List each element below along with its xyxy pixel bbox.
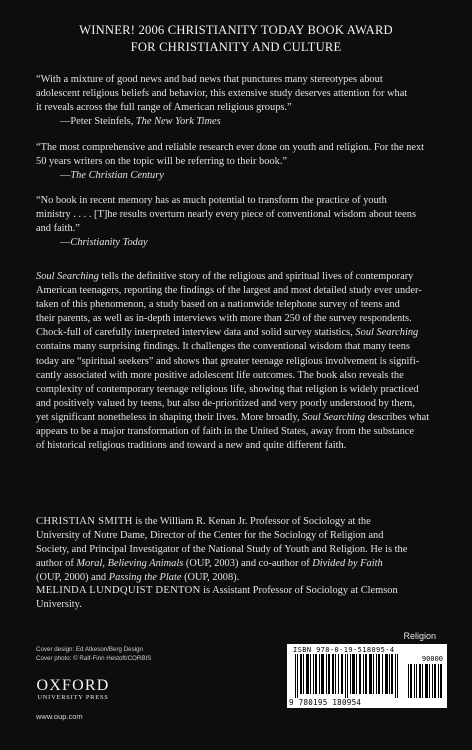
review-quote-1 (36, 73, 446, 129)
author-bio-denton: MELINDA LUNDQUIST DENTON is Assistant Professor of Sociology at Clemson University. (36, 585, 398, 611)
quote-attribution: —Peter Steinfels, The New York Times (60, 116, 221, 127)
author-name: MELINDA LUNDQUIST DENTON (36, 585, 201, 596)
quote-line: “No book in recent memory has as much potential to transform the practice of youth (36, 195, 387, 206)
quote-line: “With a mixture of good news and bad news that punctures many stereotypes about (36, 74, 383, 85)
quote-line: ministry . . . . [T]he results overturn nearly every piece of conventional wisdom about teens (36, 209, 417, 220)
book-title: Soul Searching (36, 271, 99, 282)
quote-line: 50 years writers on the topic will be referring to their book.” (36, 156, 288, 167)
ean-barcode-icon (293, 654, 403, 698)
publisher-logo (33, 677, 113, 701)
cover-credits (36, 646, 151, 663)
cover-photo-credit: Cover photo: © Ralf-Finn Hestoft/CORBIS (36, 654, 152, 662)
award-line-2: FOR CHRISTIANITY AND CULTURE (130, 40, 342, 54)
award-banner (0, 22, 472, 56)
price-code: 90000 (421, 655, 443, 663)
author-name: CHRISTIAN SMITH (36, 516, 133, 527)
quote-attribution: —Christianity Today (60, 237, 148, 248)
review-quote-2 (36, 141, 446, 183)
price-barcode-icon (407, 664, 443, 698)
quote-attribution: —The Christian Century (60, 170, 164, 181)
quote-line: adolescent religious beliefs and behavior, this extensive study deserves attention for what (36, 88, 408, 99)
award-line-1: WINNER! 2006 CHRISTIANITY TODAY BOOK AWARD (79, 23, 393, 37)
subject-category: Religion (403, 631, 436, 641)
quote-line: and faith.” (36, 223, 80, 234)
publisher-name: OXFORD (36, 677, 110, 694)
quote-line: it reveals across the full range of American religious groups.” (36, 102, 292, 113)
isbn-barcode (287, 644, 447, 708)
barcode-digits: 9 780195 180954 (289, 698, 362, 707)
quote-line: “The most comprehensive and reliable research ever done on youth and religion. For the next (36, 142, 425, 153)
publisher-subtitle: UNIVERSITY PRESS (37, 694, 109, 701)
review-quote-3 (36, 194, 446, 250)
author-bio-smith: CHRISTIAN SMITH is the William R. Kenan Jr. Professor of Sociology at the University of Notre Dame, Director of the Center for the Sociology of Religion and Society, and Principal Investigator of the National Study of Youth and Religion. He is the author of Moral, Believing Animals (OUP, 2003) and co-author of Divided by Faith (OUP, 2000) and Passing the Plate (OUP, 2008). (36, 516, 408, 584)
book-description: Soul Searching tells the definitive story of the religious and spiritual lives of contemporary American teenagers, reporting the findings of the largest and most detailed study ever under- taken of this phenomenon, a study based on a nationwide telephone survey of teens and their parents, as well as in-depth interviews with more than 250 of the survey respondents. Chock-full of carefully interpreted interview data and solid survey statistics, Soul Searching contains many surprising findings. It challenges the conventional wisdom that many teens today are “spiritual seekers” and shows that greater teenage religious involvement is signifi- cantly associated with more positive adolescent life outcomes. The book also reveals the complexity of contemporary teenage religious life, showing that religion is widely practiced and positively valued by teens, but also de-prioritized and very poorly understood by them, yet significant nonetheless in shaping their lives. More broadly, Soul Searching describes what appears to be a major transformation of faith in the United States, away from the substance of historical religious traditions and toward a new and quite different faith. (36, 271, 430, 452)
isbn-label: ISBN 978-0-19-518095-4 (293, 646, 395, 654)
publisher-url: www.oup.com (36, 712, 83, 721)
cover-design-credit: Cover design: Ed Atkeson/Berg Design (36, 646, 143, 653)
